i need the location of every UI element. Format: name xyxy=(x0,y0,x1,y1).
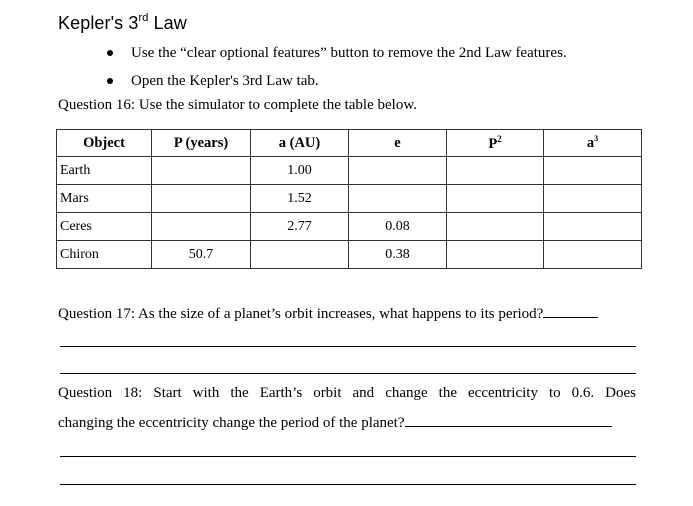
cell-axis: 1.52 xyxy=(251,185,349,213)
answer-blank[interactable] xyxy=(405,412,612,427)
table-row xyxy=(57,213,642,241)
table-row xyxy=(57,157,642,185)
cell-object: Chiron xyxy=(57,241,152,269)
a-base: a xyxy=(586,134,595,151)
section-heading xyxy=(58,13,187,34)
p-exponent: 2 xyxy=(497,133,502,144)
header-semimajor-axis: a (AU) xyxy=(251,130,349,157)
header-eccentricity: e xyxy=(349,130,447,157)
cell-axis-cubed[interactable] xyxy=(544,185,642,213)
instruction-item xyxy=(104,69,567,97)
question-18-line-1: Question 18: Start with the Earth’s orbit and change the eccentricity to 0.6. Does xyxy=(58,385,636,401)
heading-superscript: rd xyxy=(138,12,149,24)
cell-axis-cubed[interactable] xyxy=(544,213,642,241)
answer-line[interactable] xyxy=(60,456,636,457)
question-18-text: changing the eccentricity change the period of the planet? xyxy=(58,415,405,431)
question-18-line-2 xyxy=(58,412,612,432)
header-axis-cubed xyxy=(544,130,642,157)
cell-period: 50.7 xyxy=(152,241,251,269)
cell-axis-cubed[interactable] xyxy=(544,157,642,185)
cell-period-squared[interactable] xyxy=(447,241,544,269)
instruction-text: Use the “clear optional features” button to remove the 2nd Law features. xyxy=(131,45,567,61)
table-header-row xyxy=(57,130,642,157)
cell-eccentricity[interactable] xyxy=(349,157,447,185)
header-period-squared xyxy=(447,130,544,157)
cell-period-squared[interactable] xyxy=(447,185,544,213)
heading-text: Kepler's 3 xyxy=(58,13,139,33)
cell-period[interactable] xyxy=(152,185,251,213)
header-period: P (years) xyxy=(152,130,251,157)
instruction-item xyxy=(104,41,567,69)
a-exponent: 3 xyxy=(594,134,599,144)
table-row xyxy=(57,241,642,269)
cell-period[interactable] xyxy=(152,157,251,185)
instruction-list xyxy=(104,41,567,97)
bullet-icon xyxy=(107,50,113,56)
question-17 xyxy=(58,303,636,323)
cell-period[interactable] xyxy=(152,213,251,241)
cell-object: Earth xyxy=(57,157,152,185)
cell-axis: 2.77 xyxy=(251,213,349,241)
table-row xyxy=(57,185,642,213)
cell-axis: 1.00 xyxy=(251,157,349,185)
instruction-text: Open the Kepler's 3rd Law tab. xyxy=(131,73,319,89)
cell-eccentricity: 0.38 xyxy=(349,241,447,269)
question-17-text: Question 17: As the size of a planet’s orbit increases, what happens to its period? xyxy=(58,306,544,322)
heading-text-end: Law xyxy=(148,13,187,33)
cell-period-squared[interactable] xyxy=(447,213,544,241)
bullet-icon xyxy=(107,78,113,84)
kepler-table xyxy=(56,129,642,269)
p-base: P xyxy=(488,135,498,152)
cell-object: Ceres xyxy=(57,213,152,241)
answer-blank[interactable] xyxy=(543,303,598,318)
cell-axis[interactable] xyxy=(251,241,349,269)
cell-eccentricity: 0.08 xyxy=(349,213,447,241)
cell-object: Mars xyxy=(57,185,152,213)
answer-line[interactable] xyxy=(60,346,636,347)
answer-line[interactable] xyxy=(60,373,636,374)
question-16: Question 16: Use the simulator to complete the table below. xyxy=(58,97,417,113)
cell-axis-cubed[interactable] xyxy=(544,241,642,269)
cell-period-squared[interactable] xyxy=(447,157,544,185)
cell-eccentricity[interactable] xyxy=(349,185,447,213)
header-object: Object xyxy=(57,130,152,157)
answer-line[interactable] xyxy=(60,484,636,485)
